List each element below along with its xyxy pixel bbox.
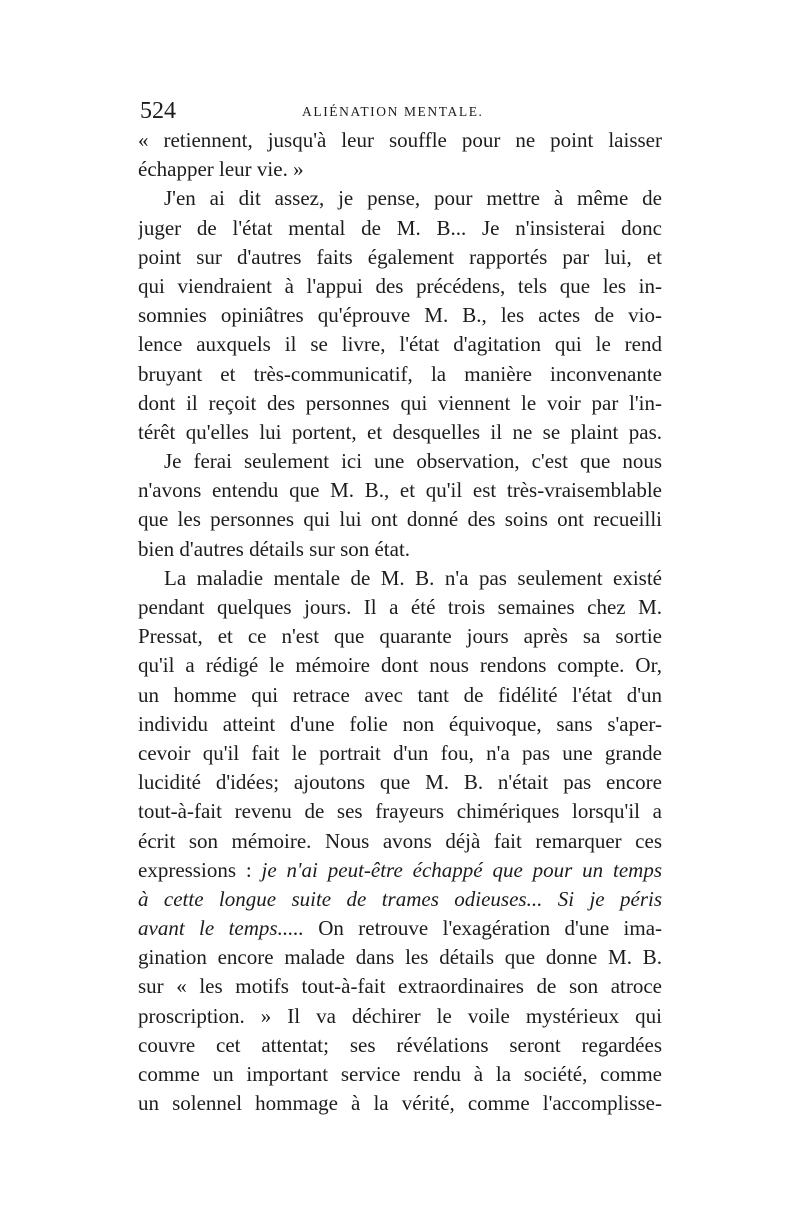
text-line: somnies opiniâtres qu'éprouve M. B., les actes de vio- (138, 303, 662, 328)
text-line (138, 856, 662, 885)
text-segment: On retrouve l'exagération d'une ima- (318, 916, 662, 941)
text-line: échapper leur vie. » (138, 157, 304, 182)
page-number: 524 (140, 98, 176, 124)
text-line: couvre cet attentat; ses révélations seront regardées (138, 1032, 662, 1057)
text-line: à cette longue suite de trames odieuses... Si je péris (138, 886, 662, 911)
text-line: lucidité d'idées; ajoutons que M. B. n'était pas encore (138, 770, 662, 795)
text-line: cevoir qu'il fait le portrait d'un fou, n'a pas une grande (138, 740, 662, 765)
text-line: lence auxquels il se livre, l'état d'agitation qui le rend (138, 332, 662, 357)
text-line: sur « les motifs tout-à-fait extraordinaires de son atroce (138, 974, 662, 999)
text-line: dont il reçoit des personnes qui viennent le voir par l'in- (138, 390, 662, 415)
text-line: tout-à-fait revenu de ses frayeurs chimériques lorsqu'il a (138, 799, 662, 824)
text-line: bruyant et très-communicatif, la manière inconvenante (138, 361, 662, 386)
book-page (138, 96, 662, 1118)
text-line: bien d'autres détails sur son état. (138, 536, 411, 561)
text-line: Je ferai seulement ici une observation, c'est que nous (164, 449, 662, 474)
text-line: un homme qui retrace avec tant de fidélité l'état d'un (138, 682, 662, 707)
italic-quote: avant le temps..... (138, 916, 304, 941)
text-line: gination encore malade dans les détails que donne M. B. (138, 945, 662, 970)
text-line: individu atteint d'une folie non équivoque, sans s'aper- (138, 711, 662, 736)
text-line: qu'il a rédigé le mémoire dont nous rendons compte. Or, (138, 653, 662, 678)
body-text (138, 126, 662, 1118)
text-line: écrit son mémoire. Nous avons déjà fait remarquer ces (138, 828, 662, 853)
text-line: Pressat, et ce n'est que quarante jours après sa sortie (138, 624, 662, 649)
running-head: ALIÉNATION MENTALE. (302, 104, 484, 119)
text-line: J'en ai dit assez, je pense, pour mettre à même de (164, 186, 662, 211)
text-line: un solennel hommage à la vérité, comme l'accomplisse- (138, 1091, 662, 1116)
text-line (138, 914, 662, 943)
text-line: proscription. » Il va déchirer le voile mystérieux qui (138, 1003, 662, 1028)
text-line: point sur d'autres faits également rapportés par lui, et (138, 244, 662, 269)
text-line: que les personnes qui lui ont donné des soins ont recueilli (138, 507, 662, 532)
text-line: comme un important service rendu à la société, comme (138, 1062, 662, 1086)
text-line: qui viendraient à l'appui des précédens, tels que les in- (138, 273, 662, 298)
italic-quote: je n'ai peut-être échappé que pour un temps (261, 857, 662, 882)
text-line: « retiennent, jusqu'à leur souffle pour ne point laisser (138, 128, 662, 152)
text-line: La maladie mentale de M. B. n'a pas seulement existé (164, 565, 662, 590)
text-line: pendant quelques jours. Il a été trois semaines chez M. (138, 595, 662, 619)
text-segment: expressions : (138, 857, 252, 882)
text-line: n'avons entendu que M. B., et qu'il est très-vraisemblable (138, 478, 662, 503)
page-header (138, 96, 662, 126)
text-line: juger de l'état mental de M. B... Je n'insisterai donc (138, 215, 662, 240)
text-line: térêt qu'elles lui portent, et desquelles il ne se plaint pas. (138, 419, 662, 444)
